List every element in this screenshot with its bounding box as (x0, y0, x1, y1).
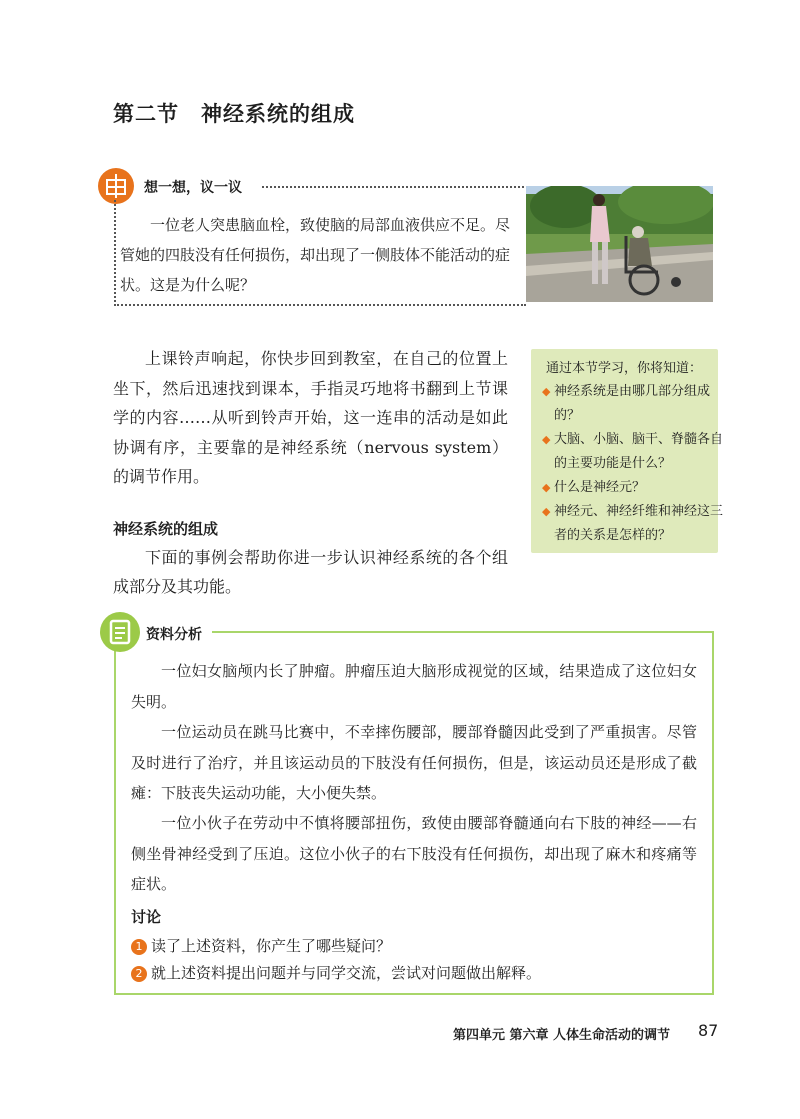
data-analysis-icon (100, 612, 140, 652)
wheelchair-photo (526, 186, 713, 302)
learning-goals-heading: 通过本节学习，你将知道： (546, 361, 703, 376)
case-paragraph: 一位运动员在跳马比赛中，不幸摔伤腰部，腰部脊髓因此受到了严重损害。尽管及时进行了治疗，并且该运动员的下肢没有任何损伤，但是，该运动员还是形成了截瘫：下肢丧失运动功能，大小便失禁。 (131, 723, 697, 802)
question-number: 2 (131, 966, 147, 982)
section-title (113, 98, 355, 128)
think-discuss-icon (98, 168, 134, 204)
subsection-paragraph: 下面的事例会帮助你进一步认识神经系统的各个组成部分及其功能。 (113, 548, 508, 596)
discussion-heading: 讨论 (131, 908, 162, 926)
learning-goal-text: 大脑、小脑、脑干、脊髓各自的主要功能是什么？ (554, 432, 724, 471)
learning-goal-item (542, 428, 726, 476)
think-discuss-heading: 想一想，议一议 (144, 180, 242, 196)
discussion-question (131, 962, 541, 983)
bullet-icon: ◆ (542, 505, 551, 518)
bullet-icon: ◆ (542, 433, 551, 446)
intro-paragraph: 上课铃声响起，你快步回到教室，在自己的位置上坐下，然后迅速找到课本，手指灵巧地将书翻到上节课学的内容……从听到铃声开始，这一连串的活动是如此协调有序，主要靠的是神经系统（nervous system）的调节作用。 (113, 349, 508, 486)
learning-goal-text: 神经系统是由哪几部分组成的？ (554, 384, 711, 423)
data-analysis-top-border (212, 631, 714, 633)
discussion-question (131, 935, 391, 956)
question-number: 1 (131, 939, 147, 955)
data-analysis-heading: 资料分析 (146, 627, 202, 643)
question-text: 读了上述资料，你产生了哪些疑问？ (151, 937, 392, 955)
case-paragraph: 一位妇女脑颅内长了肿瘤。肿瘤压迫大脑形成视觉的区域，结果造成了这位妇女失明。 (131, 662, 697, 711)
page-number: 87 (698, 1021, 719, 1040)
learning-goal-text: 神经元、神经纤维和神经这三者的关系是怎样的？ (554, 504, 724, 543)
section-number: 第二节 (113, 102, 179, 126)
bullet-icon: ◆ (542, 385, 551, 398)
learning-goal-item (542, 476, 726, 500)
section-name: 神经系统的组成 (201, 102, 355, 126)
footer-chapter: 第四单元 第六章 人体生命活动的调节 (453, 1028, 671, 1043)
subsection-heading: 神经系统的组成 (113, 520, 219, 538)
learning-goal-item (542, 380, 726, 428)
question-text: 就上述资料提出问题并与同学交流，尝试对问题做出解释。 (151, 964, 542, 982)
learning-goal-text: 什么是神经元？ (554, 480, 646, 495)
learning-goal-item (542, 500, 726, 548)
case-paragraph: 一位小伙子在劳动中不慎将腰部扭伤，致使由腰部脊髓通向右下肢的神经——右侧坐骨神经受到了压迫。这位小伙子的右下肢没有任何损伤，却出现了麻木和疼痛等症状。 (131, 814, 697, 893)
think-discuss-text: 一位老人突患脑血栓，致使脑的局部血液供应不足。尽管她的四肢没有任何损伤，却出现了一侧肢体不能活动的症状。这是为什么呢？ (120, 216, 511, 294)
bullet-icon: ◆ (542, 481, 551, 494)
